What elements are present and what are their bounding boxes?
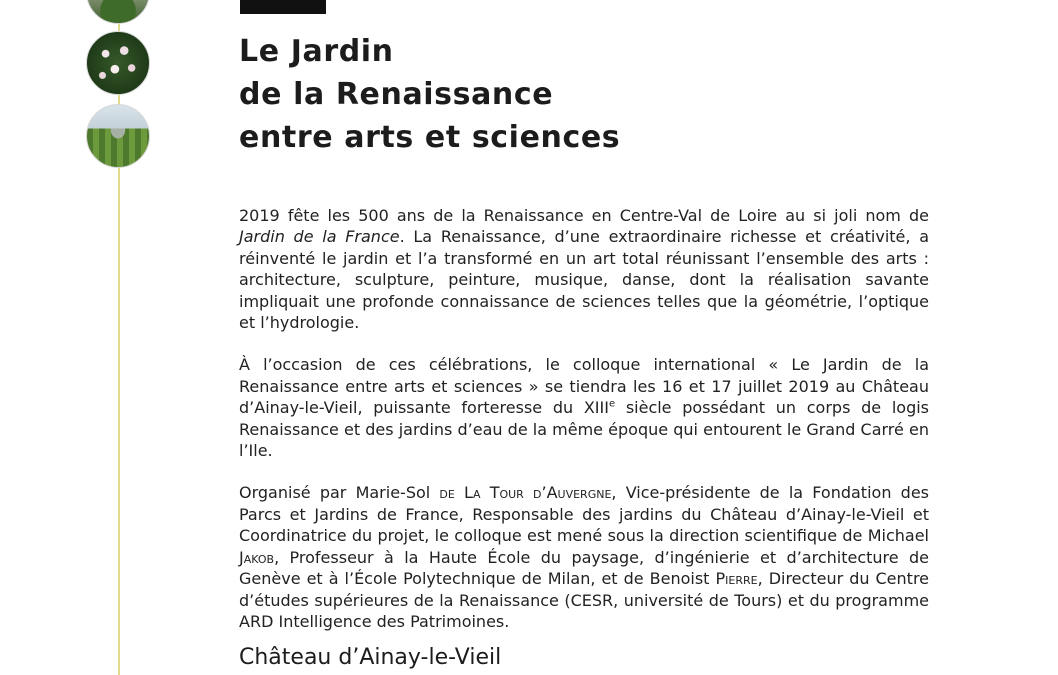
formal-garden-photo-thumbnail[interactable]	[86, 104, 150, 168]
title-line-2: de la Renaissance	[239, 77, 554, 112]
century-superscript: e	[608, 398, 616, 410]
page-title	[239, 30, 620, 159]
title-line-1: Le Jardin	[239, 34, 394, 69]
paragraph-intro-text-a: 2019 fête les 500 ans de la Renaissance en Centre-Val de Loire au si joli nom de	[239, 206, 929, 225]
roses-photo-thumbnail[interactable]	[86, 31, 150, 95]
paragraph-intro-text-b: . La Renaissance, d’une extraordinaire richesse et créativité, a réinventé le jardin et l’a transformé en un art total réunissant l’ensemble des arts : architecture, sculpture, peinture, musique, danse, dont la réalisation savante impliquait une profonde connaissance de sciences telles que la géométrie, l’optique et l’hydrologie.	[239, 227, 930, 333]
paragraph-colloque-text-b: siècle possédant un corps de logis Renaissance et des jardins d’eau de la même époque qui entourent le Grand Carré en l’Ile.	[239, 398, 930, 461]
paragraph-intro	[239, 205, 929, 333]
title-line-3: entre arts et sciences	[239, 120, 621, 155]
paragraph-organisation-text-c: , Professeur à la Haute École du paysage, d’ingénierie et d’architecture de Genève et à l’École Polytechnique de Milan, et de Benoist	[239, 547, 929, 589]
organizer-surname: de La Tour d’Auvergne	[439, 483, 612, 503]
jardin-de-la-france-italic: Jardin de la France	[239, 227, 400, 247]
section-heading-chateau: Château d’Ainay-le-Vieil	[239, 645, 502, 670]
paragraph-colloque-text-a: À l’occasion de ces célébrations, le colloque international « Le Jardin de la Renaissance entre arts et sciences » se tiendra les 16 et 17 juillet 2019 au Château d’Ainay-le-Vieil, puissante forteresse du XIII	[239, 355, 929, 418]
paragraph-organisation-text-d: , Directeur du Centre d’études supérieures de la Renaissance (CESR, université de Tours) et du programme ARD Intelligence des Patrimoines.	[239, 569, 930, 631]
director-surname-jakob: Jakob	[239, 547, 275, 567]
garden-photo-thumbnail-1[interactable]	[86, 0, 150, 24]
paragraph-organisation-text-b: , Vice-présidente de la Fondation des Parcs et Jardins de France, Responsable des jardins du Château d’Ainay-le-Vieil et Coordinatrice du projet, le colloque est mené sous la direction scientifique de Michael	[239, 483, 929, 546]
article-body	[239, 205, 929, 653]
paragraph-organisation-text-a: Organisé par Marie-Sol	[239, 483, 440, 503]
paragraph-organisation	[239, 482, 929, 632]
header-accent-bar	[240, 0, 326, 14]
paragraph-colloque	[239, 354, 929, 461]
director-surname-pierre: Pierre	[715, 569, 758, 589]
timeline-line	[118, 0, 120, 675]
